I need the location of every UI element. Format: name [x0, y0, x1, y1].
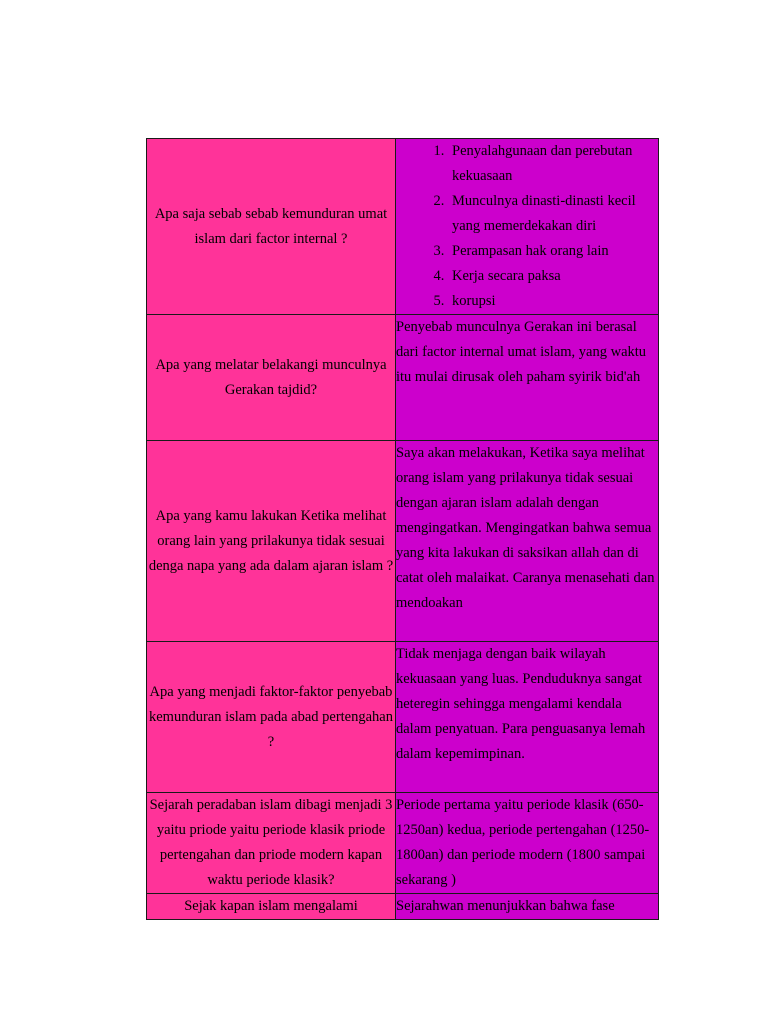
table-row — [147, 793, 659, 894]
answer-cell — [396, 642, 659, 793]
question-cell — [147, 139, 396, 315]
answer-text: Sejarahwan menunjukkan bahwa fase — [396, 898, 615, 914]
answer-cell — [396, 894, 659, 920]
qa-table — [146, 138, 659, 920]
answer-cell — [396, 315, 659, 441]
question-text: Apa saja sebab sebab kemunduran umat islam dari factor internal ? — [154, 205, 388, 247]
answer-text: Periode pertama yaitu periode klasik (650-1250an) kedua, periode pertengahan (1250-1800an) dan periode modern (1800 sampai sekarang ) — [396, 797, 650, 888]
question-text: Apa yang menjadi faktor-faktor penyebab kemunduran islam pada abad pertengahan ? — [149, 683, 393, 750]
question-text: Apa yang kamu lakukan Ketika melihat orang lain yang prilakunya tidak sesuai denga napa yang ada dalam ajaran islam ? — [148, 507, 394, 574]
answer-text: Tidak menjaga dengan baik wilayah kekuasaan yang luas. Penduduknya sangat heteregin sehingga mengalami kendala dalam penyatuan. Para penguasanya lemah dalam kepemimpinan. — [396, 646, 646, 762]
question-cell — [147, 315, 396, 441]
question-text: Sejak kapan islam mengalami — [184, 898, 358, 914]
table-row — [147, 894, 659, 920]
table-row — [147, 139, 659, 315]
list-item: 5. korupsi — [448, 289, 658, 314]
list-item: 3. Perampasan hak orang lain — [448, 239, 658, 264]
table-row — [147, 642, 659, 793]
answer-cell — [396, 139, 659, 315]
table-row — [147, 315, 659, 441]
list-item: 2. Munculnya dinasti-dinasti kecil yang memerdekakan diri — [448, 189, 658, 239]
answer-text: Penyebab munculnya Gerakan ini berasal dari factor internal umat islam, yang waktu itu mulai dirusak oleh paham syirik bid'ah — [396, 319, 647, 385]
table-row — [147, 441, 659, 642]
list-item: 4. Kerja secara paksa — [448, 264, 658, 289]
question-cell — [147, 894, 396, 920]
answer-list — [396, 139, 658, 314]
question-text: Apa yang melatar belakangi munculnya Gerakan tajdid? — [155, 356, 387, 398]
question-text: Sejarah peradaban islam dibagi menjadi 3 yaitu priode yaitu periode klasik priode pertengahan dan priode modern kapan waktu periode klasik? — [149, 797, 393, 888]
answer-cell — [396, 793, 659, 894]
answer-text: Saya akan melakukan, Ketika saya melihat orang islam yang prilakunya tidak sesuai dengan ajaran islam adalah dengan mengingatkan. Mengingatkan bahwa semua yang kita lakukan di saksikan allah dan di catat oleh malaikat. Caranya menasehati dan mendoakan — [396, 445, 655, 611]
list-item: 1. Penyalahgunaan dan perebutan kekuasaan — [448, 139, 658, 189]
question-cell — [147, 642, 396, 793]
question-cell — [147, 441, 396, 642]
answer-cell — [396, 441, 659, 642]
question-cell — [147, 793, 396, 894]
